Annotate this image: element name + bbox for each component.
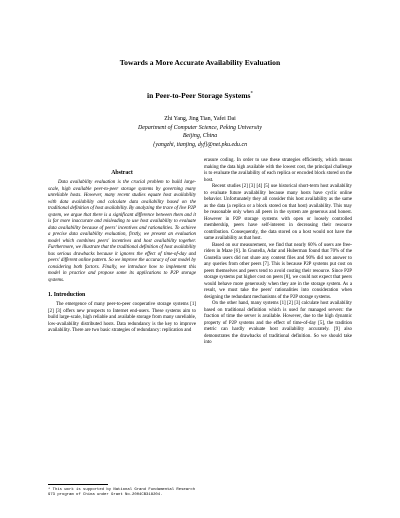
right-column [204, 158, 352, 347]
introduction-heading: 1. Introduction [48, 292, 86, 298]
intro-paragraph-4: Based on our measurement, we find that nearly 60% of users are free-riders in Maze [6]. In Gnutella, Adar and Huberman found that 70% of the Gnutella users did not share any content files and 90% did not answer to any queries from other peers [7]. This is because P2P systems put cost on peers themselves and peers tend to avoid costing their resource. Since P2P storage systems put higher cost on peers [8], we could not expect that peers would behave more generously when they are in the storage system. As a result, we must take the peers' rationalities into consideration when designing the redundant mechanisms of the P2P storage systems. [204, 242, 352, 300]
intro-paragraph-1: The emergence of many peer-to-peer cooperative storage systems [1] [2] [3] offers new prospects to Internet end-users. These systems aim to build large-scale, high reliable and available storage from many unreliable, low-availability distributed hosts. Data redundancy is the key to improve availability. There are two basic strategies of redundancy: replication and [48, 302, 196, 333]
author-city: Beijing, China [182, 133, 218, 140]
abstract-text: Data availability evaluation is the crucial problem to build large-scale, high available peer-to-peer storage systems by governing many unreliable hosts. However, many recent studies equate host availability with data availability and calculate data availability based on the traditional definition of host availability. By analyzing the trace of live P2P system, we argue that there is a significant difference between them and it is far more inaccurate and misleading to use host availability to evaluate data availability because of peers' incentives and rationalities. To achieve a precise data availability evaluation, firstly, we present an evaluation model which combines peers' incentives and host availability together. Furthermore, we illustrate that the traditional definition of host availability has serious drawbacks because it ignores the effect of time-of-day and peers' different online pattern. So we improve the accuracy of our model by considering both factors. Finally, we introduce how to implement this model in practice and propose some its applications to P2P storage systems. [48, 180, 196, 283]
paper-title-line2 [0, 91, 400, 100]
intro-paragraph-2: erasure coding. In order to use these strategies efficiently, which means making the data high available with the lowest cost, the principal challenge is to evaluate the availability of each replica or encoded block stored on the host. [204, 158, 352, 183]
paper-title-line1: Towards a More Accurate Availability Evaluation [119, 58, 281, 67]
title-footnote-mark: * [250, 91, 254, 97]
left-column [48, 170, 196, 335]
author-department: Department of Computer Science, Peking University [138, 124, 262, 131]
author-block [0, 115, 400, 149]
paper-title-line2-text: in Peer-to-Peer Storage Systems [146, 91, 251, 100]
footnote-divider [48, 484, 108, 485]
author-email: {yangzhi, tianjing, dyf}@net.pku.edu.cn [152, 141, 248, 148]
footnote-text: * This work is supported by National Grand Fundamental Research 973 program of China under Grant No.2004CB318204. [48, 488, 196, 498]
intro-paragraph-5: On the other hand, many systems [1] [2] [3] calculate host availability based on traditional definition which is used for managed servers: the fraction of time the server is available. However, due to the high dynamic property of P2P systems and the effect of time-of-day [5], the tradition metric can hardly evaluate host availability accurately. [9] also demonstrates the drawbacks of traditional definition. So we should take into [204, 301, 352, 345]
intro-paragraph-3: Recent studies [2] [3] [4] [5] use historical short-term host availability to evaluate future availability because many hosts have cyclic online behavior. Unfortunately they all consider this host availability as the same as the data (a replica or a block stored on that host) availability. This may be reasonable only when all peers in the system are generous and honest. However in P2P storage systems with open or loosely controlled membership, peers have self-interest in decreasing their resource contribution. Consequently, the data stored on a host would not have the same availability as that host. [204, 184, 352, 241]
abstract-heading: Abstract [111, 170, 133, 176]
author-names: Zhi Yang, Jing Tian, Yafei Dai [164, 116, 236, 122]
